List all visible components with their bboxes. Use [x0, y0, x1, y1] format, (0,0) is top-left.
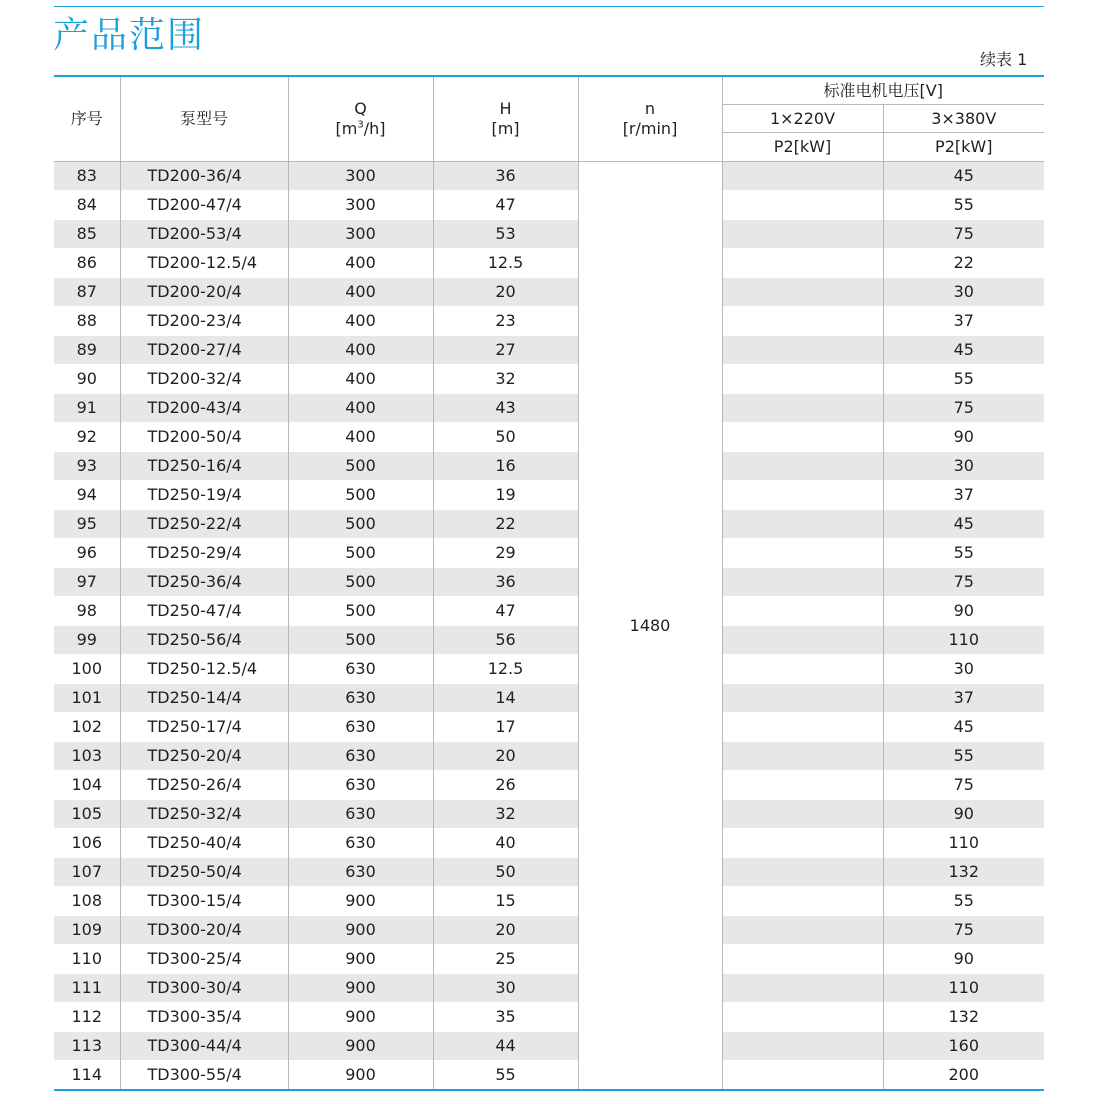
table-row — [54, 655, 1044, 684]
cell-no: 98 — [54, 597, 120, 626]
cell-h: 35 — [433, 1003, 578, 1032]
table-row — [54, 597, 1044, 626]
top-rule — [54, 6, 1044, 7]
cell-power-3ph: 110 — [883, 974, 1044, 1003]
cell-h: 43 — [433, 394, 578, 423]
cell-power-1ph — [722, 887, 883, 916]
cell-power-3ph: 90 — [883, 945, 1044, 974]
cell-no: 90 — [54, 365, 120, 394]
cell-power-3ph: 45 — [883, 510, 1044, 539]
cell-model: TD200-50/4 — [120, 423, 288, 452]
table-row — [54, 887, 1044, 916]
cell-power-1ph — [722, 655, 883, 684]
cell-model: TD200-32/4 — [120, 365, 288, 394]
header-n — [578, 76, 722, 162]
cell-h: 17 — [433, 713, 578, 742]
table-row — [54, 858, 1044, 887]
cell-no: 85 — [54, 220, 120, 249]
cell-power-1ph — [722, 249, 883, 278]
table-row — [54, 220, 1044, 249]
cell-q: 630 — [288, 713, 433, 742]
cell-power-1ph — [722, 278, 883, 307]
cell-q: 630 — [288, 800, 433, 829]
cell-power-1ph — [722, 1032, 883, 1061]
table-row — [54, 365, 1044, 394]
header-q-symbol: Q — [354, 99, 367, 118]
cell-power-3ph: 75 — [883, 220, 1044, 249]
table-row — [54, 771, 1044, 800]
cell-power-3ph: 75 — [883, 568, 1044, 597]
table-row — [54, 945, 1044, 974]
cell-q: 630 — [288, 829, 433, 858]
table-row — [54, 1032, 1044, 1061]
cell-h: 36 — [433, 162, 578, 191]
cell-q: 500 — [288, 539, 433, 568]
cell-h: 12.5 — [433, 655, 578, 684]
cell-model: TD250-19/4 — [120, 481, 288, 510]
cell-h: 26 — [433, 771, 578, 800]
cell-q: 630 — [288, 684, 433, 713]
cell-model: TD250-16/4 — [120, 452, 288, 481]
cell-no: 110 — [54, 945, 120, 974]
cell-q: 500 — [288, 481, 433, 510]
cell-h: 14 — [433, 684, 578, 713]
cell-power-3ph: 37 — [883, 684, 1044, 713]
cell-h: 50 — [433, 858, 578, 887]
cell-q: 900 — [288, 887, 433, 916]
table-row — [54, 249, 1044, 278]
cell-power-3ph: 132 — [883, 1003, 1044, 1032]
cell-power-3ph: 90 — [883, 423, 1044, 452]
cell-power-3ph: 37 — [883, 481, 1044, 510]
cell-no: 109 — [54, 916, 120, 945]
cell-q: 500 — [288, 452, 433, 481]
cell-no: 102 — [54, 713, 120, 742]
cell-model: TD200-12.5/4 — [120, 249, 288, 278]
cell-h: 20 — [433, 916, 578, 945]
header-voltage-1ph: 1×220V — [722, 105, 883, 133]
cell-model: TD300-25/4 — [120, 945, 288, 974]
cell-q: 630 — [288, 742, 433, 771]
table-row — [54, 423, 1044, 452]
cell-h: 36 — [433, 568, 578, 597]
cell-q: 630 — [288, 771, 433, 800]
cell-q: 400 — [288, 307, 433, 336]
cell-q: 900 — [288, 1003, 433, 1032]
table-row — [54, 481, 1044, 510]
cell-no: 91 — [54, 394, 120, 423]
cell-q: 900 — [288, 945, 433, 974]
table-row — [54, 394, 1044, 423]
cell-power-3ph: 75 — [883, 916, 1044, 945]
header-voltage: 标准电机电压[V] — [722, 76, 1044, 105]
header-model: 泵型号 — [120, 76, 288, 162]
cell-model: TD250-32/4 — [120, 800, 288, 829]
cell-q: 500 — [288, 568, 433, 597]
cell-q: 300 — [288, 220, 433, 249]
table-row — [54, 800, 1044, 829]
cell-h: 32 — [433, 800, 578, 829]
table-row — [54, 191, 1044, 220]
cell-power-1ph — [722, 1003, 883, 1032]
cell-model: TD300-15/4 — [120, 887, 288, 916]
cell-h: 23 — [433, 307, 578, 336]
cell-h: 20 — [433, 278, 578, 307]
cell-power-1ph — [722, 568, 883, 597]
cell-q: 900 — [288, 974, 433, 1003]
cell-no: 97 — [54, 568, 120, 597]
cell-power-1ph — [722, 539, 883, 568]
cell-power-3ph: 30 — [883, 452, 1044, 481]
cell-model: TD250-14/4 — [120, 684, 288, 713]
table-row — [54, 916, 1044, 945]
cell-no: 99 — [54, 626, 120, 655]
cell-model: TD250-17/4 — [120, 713, 288, 742]
cell-power-1ph — [722, 684, 883, 713]
cell-no: 83 — [54, 162, 120, 191]
cell-no: 92 — [54, 423, 120, 452]
header-n-unit: [r/min] — [622, 119, 678, 138]
cell-h: 27 — [433, 336, 578, 365]
cell-no: 89 — [54, 336, 120, 365]
table-row — [54, 829, 1044, 858]
cell-q: 400 — [288, 336, 433, 365]
cell-model: TD200-47/4 — [120, 191, 288, 220]
page-title: 产品范围 — [53, 15, 206, 56]
cell-no: 94 — [54, 481, 120, 510]
cell-power-3ph: 110 — [883, 829, 1044, 858]
cell-power-1ph — [722, 423, 883, 452]
cell-power-1ph — [722, 481, 883, 510]
cell-speed: 1480 — [578, 162, 722, 1091]
cell-power-3ph: 55 — [883, 191, 1044, 220]
cell-no: 113 — [54, 1032, 120, 1061]
cell-model: TD200-43/4 — [120, 394, 288, 423]
cell-power-1ph — [722, 742, 883, 771]
cell-power-3ph: 55 — [883, 365, 1044, 394]
cell-no: 95 — [54, 510, 120, 539]
cell-model: TD200-20/4 — [120, 278, 288, 307]
cell-q: 400 — [288, 249, 433, 278]
cell-h: 30 — [433, 974, 578, 1003]
cell-power-3ph: 110 — [883, 626, 1044, 655]
table-row — [54, 452, 1044, 481]
cell-no: 101 — [54, 684, 120, 713]
cell-no: 100 — [54, 655, 120, 684]
cell-power-3ph: 90 — [883, 800, 1044, 829]
cell-h: 47 — [433, 597, 578, 626]
cell-h: 50 — [433, 423, 578, 452]
cell-h: 47 — [433, 191, 578, 220]
cell-q: 900 — [288, 916, 433, 945]
cell-model: TD250-12.5/4 — [120, 655, 288, 684]
cell-no: 107 — [54, 858, 120, 887]
cell-power-1ph — [722, 916, 883, 945]
cell-model: TD200-23/4 — [120, 307, 288, 336]
table-row — [54, 510, 1044, 539]
cell-power-3ph: 37 — [883, 307, 1044, 336]
cell-power-1ph — [722, 974, 883, 1003]
cell-q: 900 — [288, 1032, 433, 1061]
cell-model: TD250-47/4 — [120, 597, 288, 626]
cell-q: 400 — [288, 394, 433, 423]
cell-power-1ph — [722, 394, 883, 423]
cell-power-1ph — [722, 800, 883, 829]
cell-power-1ph — [722, 307, 883, 336]
table-row — [54, 568, 1044, 597]
cell-model: TD250-20/4 — [120, 742, 288, 771]
continued-label: 续表 1 — [980, 50, 1028, 69]
cell-power-3ph: 55 — [883, 742, 1044, 771]
header-h — [433, 76, 578, 162]
cell-power-1ph — [722, 771, 883, 800]
cell-h: 44 — [433, 1032, 578, 1061]
cell-model: TD250-50/4 — [120, 858, 288, 887]
cell-power-3ph: 75 — [883, 394, 1044, 423]
cell-no: 105 — [54, 800, 120, 829]
cell-q: 300 — [288, 191, 433, 220]
cell-power-1ph — [722, 452, 883, 481]
cell-q: 300 — [288, 162, 433, 191]
cell-model: TD300-35/4 — [120, 1003, 288, 1032]
cell-no: 88 — [54, 307, 120, 336]
cell-h: 56 — [433, 626, 578, 655]
cell-model: TD250-36/4 — [120, 568, 288, 597]
cell-power-1ph — [722, 626, 883, 655]
cell-no: 114 — [54, 1061, 120, 1091]
table-row — [54, 1003, 1044, 1032]
cell-power-1ph — [722, 220, 883, 249]
cell-h: 40 — [433, 829, 578, 858]
table-body — [54, 162, 1044, 1091]
table-row — [54, 336, 1044, 365]
cell-power-1ph — [722, 597, 883, 626]
header-n-symbol: n — [644, 99, 656, 118]
cell-no: 93 — [54, 452, 120, 481]
table-row — [54, 162, 1044, 191]
cell-power-1ph — [722, 858, 883, 887]
header-voltage-3ph: 3×380V — [883, 105, 1044, 133]
cell-q: 400 — [288, 423, 433, 452]
header-power-1ph: P2[kW] — [722, 133, 883, 162]
header-power-3ph: P2[kW] — [883, 133, 1044, 162]
header-no: 序号 — [54, 76, 120, 162]
cell-model: TD300-20/4 — [120, 916, 288, 945]
table-header — [54, 76, 1044, 162]
cell-q: 500 — [288, 510, 433, 539]
cell-h: 55 — [433, 1061, 578, 1091]
cell-power-1ph — [722, 713, 883, 742]
header-q-unit-post: /h] — [363, 119, 386, 138]
cell-power-1ph — [722, 510, 883, 539]
cell-no: 103 — [54, 742, 120, 771]
cell-no: 87 — [54, 278, 120, 307]
cell-model: TD200-27/4 — [120, 336, 288, 365]
cell-model: TD250-22/4 — [120, 510, 288, 539]
header-q-unit-sup: 3 — [357, 119, 364, 131]
cell-model: TD300-30/4 — [120, 974, 288, 1003]
table-row — [54, 278, 1044, 307]
cell-no: 112 — [54, 1003, 120, 1032]
cell-model: TD200-53/4 — [120, 220, 288, 249]
cell-model: TD250-40/4 — [120, 829, 288, 858]
cell-model: TD300-44/4 — [120, 1032, 288, 1061]
table-row — [54, 713, 1044, 742]
cell-power-3ph: 45 — [883, 336, 1044, 365]
cell-model: TD250-29/4 — [120, 539, 288, 568]
product-range-table — [54, 75, 1044, 1091]
cell-h: 25 — [433, 945, 578, 974]
table-row — [54, 684, 1044, 713]
cell-power-3ph: 22 — [883, 249, 1044, 278]
header-q-unit-pre: [m — [335, 119, 358, 138]
cell-h: 15 — [433, 887, 578, 916]
cell-h: 16 — [433, 452, 578, 481]
cell-h: 32 — [433, 365, 578, 394]
cell-no: 104 — [54, 771, 120, 800]
cell-power-1ph — [722, 829, 883, 858]
cell-power-3ph: 30 — [883, 278, 1044, 307]
cell-no: 106 — [54, 829, 120, 858]
cell-h: 22 — [433, 510, 578, 539]
cell-h: 19 — [433, 481, 578, 510]
cell-q: 400 — [288, 365, 433, 394]
cell-q: 500 — [288, 597, 433, 626]
cell-no: 96 — [54, 539, 120, 568]
cell-model: TD200-36/4 — [120, 162, 288, 191]
table-row — [54, 974, 1044, 1003]
cell-q: 900 — [288, 1061, 433, 1091]
cell-power-3ph: 55 — [883, 887, 1044, 916]
cell-power-1ph — [722, 945, 883, 974]
table-row — [54, 626, 1044, 655]
cell-power-1ph — [722, 365, 883, 394]
cell-no: 84 — [54, 191, 120, 220]
cell-q: 500 — [288, 626, 433, 655]
cell-h: 12.5 — [433, 249, 578, 278]
cell-model: TD250-56/4 — [120, 626, 288, 655]
table-row — [54, 742, 1044, 771]
cell-power-3ph: 160 — [883, 1032, 1044, 1061]
cell-power-1ph — [722, 336, 883, 365]
cell-power-1ph — [722, 191, 883, 220]
header-q-unit — [289, 119, 433, 139]
cell-power-3ph: 55 — [883, 539, 1044, 568]
cell-h: 20 — [433, 742, 578, 771]
cell-power-1ph — [722, 162, 883, 191]
cell-power-3ph: 30 — [883, 655, 1044, 684]
cell-power-3ph: 45 — [883, 162, 1044, 191]
cell-q: 630 — [288, 655, 433, 684]
cell-h: 53 — [433, 220, 578, 249]
cell-q: 400 — [288, 278, 433, 307]
cell-model: TD300-55/4 — [120, 1061, 288, 1091]
cell-no: 111 — [54, 974, 120, 1003]
cell-power-3ph: 90 — [883, 597, 1044, 626]
cell-no: 108 — [54, 887, 120, 916]
cell-h: 29 — [433, 539, 578, 568]
cell-power-1ph — [722, 1061, 883, 1091]
table-row — [54, 1061, 1044, 1091]
cell-power-3ph: 200 — [883, 1061, 1044, 1091]
table-row — [54, 307, 1044, 336]
header-h-symbol: H — [499, 99, 512, 118]
cell-power-3ph: 132 — [883, 858, 1044, 887]
cell-power-3ph: 75 — [883, 771, 1044, 800]
cell-no: 86 — [54, 249, 120, 278]
header-h-unit: [m] — [491, 119, 520, 138]
cell-q: 630 — [288, 858, 433, 887]
cell-power-3ph: 45 — [883, 713, 1044, 742]
table-row — [54, 539, 1044, 568]
cell-model: TD250-26/4 — [120, 771, 288, 800]
header-q — [288, 76, 433, 162]
